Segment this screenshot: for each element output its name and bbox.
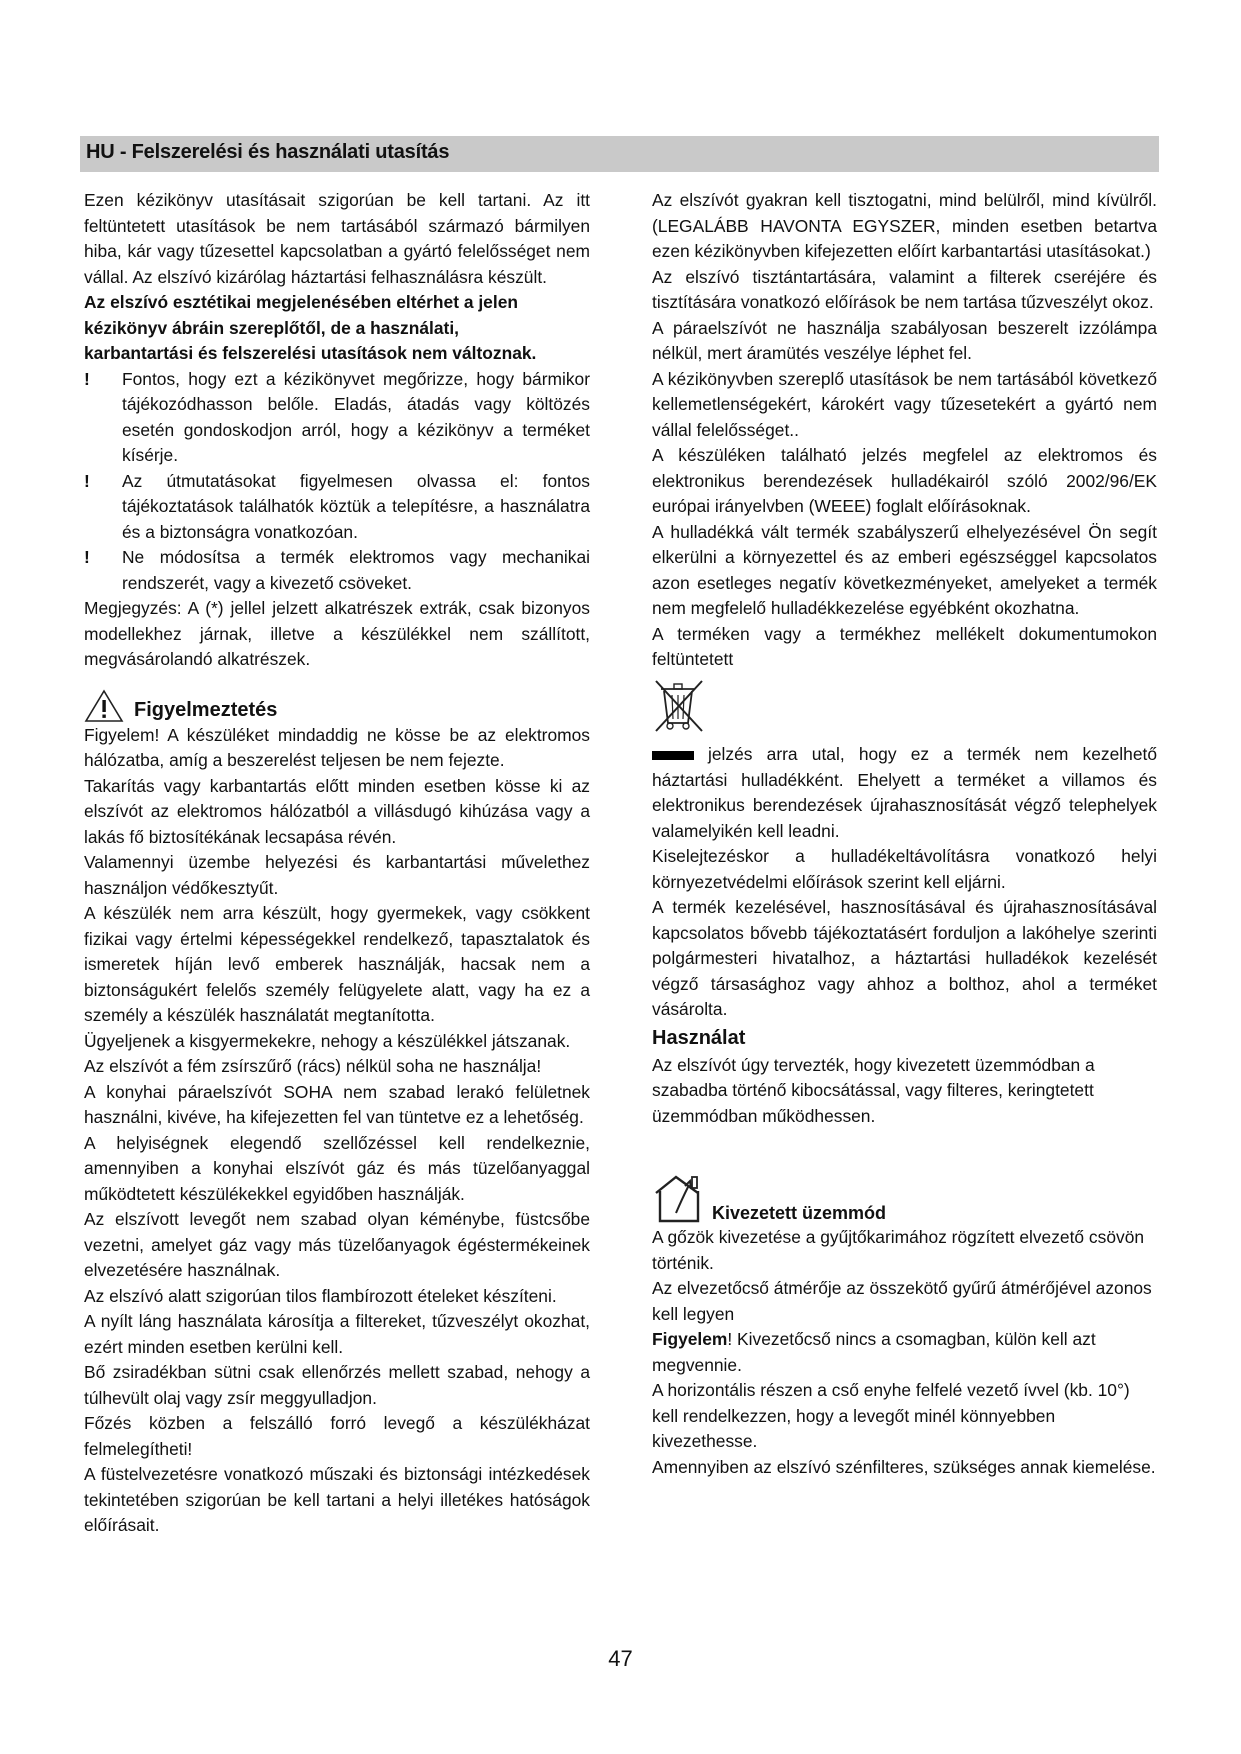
crossed-bin-icon	[652, 677, 706, 733]
warning-paragraph: Bő zsiradékban sütni csak ellenőrzés mellett szabad, nehogy a túlhevült olaj vagy zsír meggyulladjon.	[84, 1362, 590, 1408]
maintenance-paragraph: A páraelszívót ne használja szabályosan beszerelt izzólámpa nélkül, mert áramütés veszélye léphet fel.	[652, 317, 1157, 363]
warning-paragraph: Takarítás vagy karbantartás előtt minden esetben kösse ki az elszívót az elektromos hálózatból a villásdugó kihúzása vagy a lakás fő biztosítékának lecsapása révén.	[84, 775, 590, 847]
maintenance-paragraph: A kézikönyvben szereplő utasítások be nem tartásából következő kellemetlenségekért, károkért vagy tűzesetekért a gyártó nem vállal felelősséget..	[652, 368, 1157, 440]
disposal-paragraph: A termék kezelésével, hasznosításával és újrahasznosításával kapcsolatos bővebb tájékoztatásért forduljon a lakóhelye szerinti polgármesteri hivatalhoz, a háztartási hulladékok kezelését végző társasághoz vagy ahhoz a bolthoz, ahol a terméket vásárolta.	[652, 897, 1157, 1019]
warning-paragraph: Az elszívót a fém zsírszűrő (rács) nélkül soha ne használja!	[84, 1056, 542, 1076]
warning-title: Figyelmeztetés	[134, 698, 278, 721]
bold-line: karbantartási és felszerelési utasítások nem változnak.	[84, 343, 537, 363]
warning-paragraph: Az elszívó alatt szigorúan tilos flambírozott ételeket készíteni.	[84, 1285, 557, 1306]
maintenance-paragraph: Az elszívó tisztántartására, valamint a filterek cseréjére és tisztítására vonatkozó előírások be nem tartása tűzveszélyt okoz.	[652, 266, 1157, 312]
warning-paragraph: A helyiségnek elegendő szellőzéssel kell rendelkeznie, amennyiben a konyhai elszívót gáz és más tüzelőanyaggal működtetett készülékekkel egyidőben használják.	[84, 1132, 590, 1204]
ducted-paragraph: Amennyiben az elszívó szénfilteres, szükséges annak kiemelése.	[652, 1456, 1156, 1477]
page-title: HU - Felszerelési és használati utasítás	[86, 141, 450, 163]
warning-paragraph: A készülék nem arra készült, hogy gyermekek, vagy csökkent fizikai vagy értelmi képességekkel rendelkező, tapasztalatok és ismeretek híján levő emberek használják, hacsak nem a biztonságukért felelős személy felügyelete alatt, vagy ha ez a személy a készülék használatát megtanította.	[84, 903, 590, 1025]
warning-paragraph: A konyhai páraelszívót SOHA nem szabad lerakó felületnek használni, kivéve, ha kifejezetten fel van tüntetve ez a lehetőség.	[84, 1081, 590, 1127]
attention-paragraph: Figyelem! Kivezetőcső nincs a csomagban, külön kell azt megvennie.	[652, 1329, 1096, 1375]
warning-triangle-icon	[84, 689, 124, 723]
intro-paragraph: Ezen kézikönyv utasításait szigorúan be kell tartani. Az itt feltüntetett utasítások be nem tartásából származó bármilyen hiba, kár vagy tűzesettel kapcsolatban a gyártó felelősséget nem vállal. Az elszívó kizárólag háztartási felhasználásra készült.	[84, 190, 590, 287]
warning-paragraph: Valamennyi üzembe helyezési és karbantartási művelethez használjon védőkesztyűt.	[84, 852, 590, 898]
warning-heading	[84, 685, 590, 723]
house-outlet-icon	[652, 1169, 706, 1225]
ducted-paragraph: A horizontális részen a cső enyhe felfelé vezető ívvel (kb. 10°) kell rendelkezzen, hogy a levegőt minél könnyebben kivezethesse.	[652, 1380, 1130, 1451]
important-item: ! Fontos, hogy ezt a kézikönyvet megőrizze, hogy bármikor tájékozódhasson belőle. Eladás, átadás vagy költözés esetén gondoskodjon arról, hogy a kézikönyv a terméket kísérje.	[84, 368, 590, 465]
weee-explanation: jelzés arra utal, hogy ez a termék nem kezelhető háztartási hulladékként. Ehelyett a terméket a villamos és elektronikus berendezések újrahasznosítását végző telephelyek valamelyikén kell leadni.	[652, 744, 1157, 841]
right-column	[652, 188, 1157, 1480]
bold-line: Az elszívó esztétikai megjelenésében eltérhet a jelen	[84, 292, 518, 312]
usage-title: Használat	[652, 1026, 746, 1049]
attention-label: Figyelem	[652, 1329, 728, 1349]
warning-paragraph: Figyelem! A készüléket mindaddig ne kösse be az elektromos hálózatba, amíg a beszerelést teljesen be nem fejezte.	[84, 724, 590, 770]
bold-line: kézikönyv ábráin szereplőtől, de a használati,	[84, 317, 459, 338]
maintenance-paragraph: Az elszívót gyakran kell tisztogatni, mind belülről, mind kívülről. (LEGALÁBB HAVONTA EGYSZER, minden esetben betartva ezen kézikönyvben kifejezetten előírt karbantartási utasításokat.)	[652, 190, 1157, 261]
page-number: 47	[608, 1646, 633, 1671]
note-paragraph: Megjegyzés: A (*) jellel jelzett alkatrészek extrák, csak bizonyos modellekhez járnak, illetve a készülékkel nem szállított, megvásárolandó alkatrészek.	[84, 598, 590, 669]
weee-paragraph: A terméken vagy a termékhez mellékelt dokumentumokon feltüntetett	[652, 623, 1157, 669]
important-item: ! Ne módosítsa a termék elektromos vagy mechanikai rendszerét, vagy a kivezető csöveket.	[84, 547, 590, 593]
exclamation-mark: !	[84, 547, 90, 567]
disposal-paragraph: Kiselejtezéskor a hulladékeltávolításra vonatkozó helyi környezetvédelmi előírások szerint kell eljárni.	[652, 846, 1157, 892]
weee-bar-icon	[652, 751, 694, 760]
weee-paragraph: A hulladékká vált termék szabályszerű elhelyezésével Ön segít elkerülni a környezettel és az emberi egészséggel kapcsolatos azon esetleges negatív következményeket, amelyeket a termék nem megfelelő hulladékkezelése egyébként okozhatna.	[652, 521, 1157, 618]
warning-paragraph: A nyílt láng használata károsítja a filtereket, tűzveszélyt okozhat, ezért minden esetben kerülni kell.	[84, 1311, 590, 1357]
warning-paragraph: Főzés közben a felszálló forró levegő a készülékházat felmelegítheti!	[84, 1413, 590, 1459]
warning-paragraph: A füstelvezetésre vonatkozó műszaki és biztonsági intézkedések tekintetében szigorúan be kell tartani a helyi illetékes hatóságok előírásait.	[84, 1464, 590, 1535]
warning-paragraph: Az elszívott levegőt nem szabad olyan kéménybe, füstcsőbe vezetni, amelyet gáz vagy más tüzelőanyagok égéstermékeinek elvezetésére használnak.	[84, 1209, 590, 1280]
exclamation-mark: !	[84, 368, 90, 389]
usage-paragraph: Az elszívót úgy tervezték, hogy kivezetett üzemmódban a szabadba történő kibocsátással, vagy filteres, keringtetett üzemmódban működhessen.	[652, 1054, 1095, 1126]
ducted-paragraph: A gőzök kivezetése a gyűjtőkarimához rögzített elvezető csövön történik.	[652, 1227, 1145, 1273]
weee-symbol	[652, 677, 1157, 741]
important-item: ! Az útmutatásokat figyelmesen olvassa el: fontos tájékoztatások találhatók köztük a telepítésre, a használatra és a biztonságra vonatkozóan.	[84, 470, 590, 542]
ducted-mode-heading	[652, 1169, 1157, 1225]
ducted-paragraph: Az elvezetőcső átmérője az összekötő gyűrű átmérőjével azonos kell legyen	[652, 1278, 1152, 1324]
weee-paragraph: A készüléken található jelzés megfelel az elektromos és elektronikus berendezések hulladékairól szóló 2002/96/EK európai irányelvben (WEEE) foglalt előírásoknak.	[652, 445, 1157, 516]
warning-paragraph: Ügyeljenek a kisgyermekekre, nehogy a készülékkel játszanak.	[84, 1030, 571, 1051]
ducted-mode-title: Kivezetett üzemmód	[712, 1203, 887, 1223]
left-column	[84, 188, 590, 1539]
exclamation-mark: !	[84, 470, 90, 491]
